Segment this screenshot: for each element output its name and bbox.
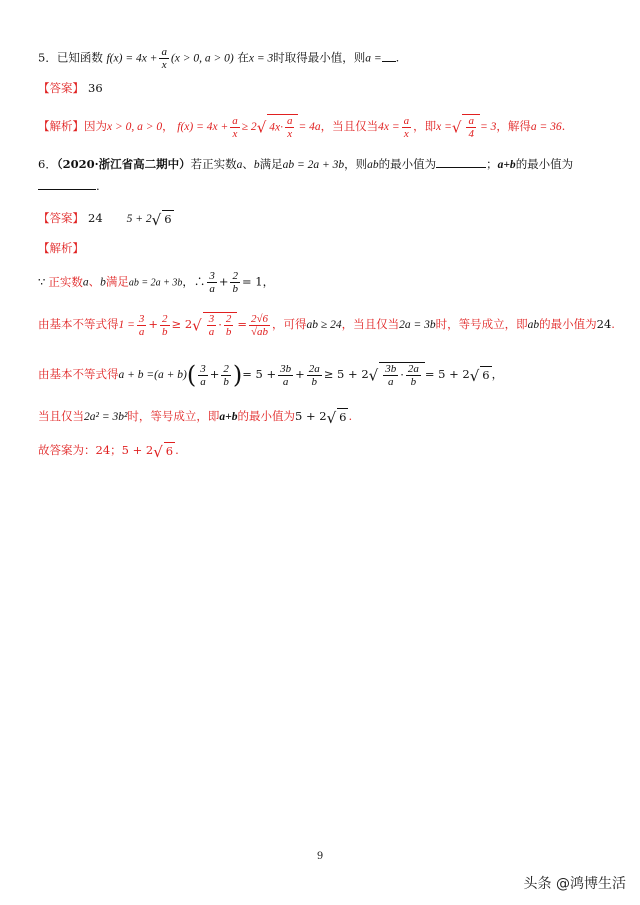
question-6: 6．（2020·浙江省高二期中）若正实数a、b满足ab = 2a + 3b，则ab的最小值为 ；a+b的最小值为: [38, 157, 574, 171]
answer-blank: [38, 189, 96, 190]
page-number: 9: [316, 851, 324, 862]
question-6-continued: .: [38, 178, 610, 194]
answer-blank: [436, 167, 486, 168]
analysis-label: 【解析】: [38, 241, 84, 255]
analysis-5: 【解析】因为x > 0, a > 0， f(x) = 4x + $\frac{a}{x}$ ≥ 2√ 4x· $\frac{a}{x}$ = 4a，当且仅当4x = $\frac{a}{x}$ ，即x =√ $\frac{a}{4}$ = 3，解得a = 36.: [38, 114, 566, 140]
analysis-label: 【解析】: [38, 119, 84, 133]
question-source: （2020·浙江省高二期中）: [56, 157, 191, 171]
analysis-6-line-5: 故答案为：24；5 + 2√ 6 .: [38, 443, 179, 461]
analysis-6-line-3: 由基本不等式得a + b =(a + b)( $\frac{3}{a}$ + $\frac{2}{b}$ )= 5 + $\frac{3b}{a}$ + $\frac{2a}{b}$ ≥ 5 + 2√ $\frac{3b}{a}$ · $\frac{2a}{b}$ = 5 + 2√ 6 ，: [38, 361, 504, 389]
question-5: 5．已知函数 f(x) = 4x + $\frac{a}{x}$ (x > 0, a > 0) 在x = 3时取得最小值，则a = .: [38, 46, 400, 71]
answer-blank: [382, 61, 396, 62]
answer-5: 【答案】 36: [38, 81, 103, 95]
answer-label: 【答案】: [38, 81, 84, 95]
analysis-6-line-4: 当且仅当2a² = 3b²时，等号成立，即a+b的最小值为5 + 2√ 6 .: [38, 409, 353, 427]
analysis-6-line-1: ∵ 正实数a、b满足ab = 2a + 3b，∴ $\frac{3}{a}$ + $\frac{2}{b}$ = 1，: [38, 270, 275, 295]
answer-6: 【答案】 24 5 + 2√ 6: [38, 211, 172, 229]
watermark: 头条 @鸿博生活: [523, 876, 626, 892]
analysis-6-line-2: 由基本不等式得1 = $\frac{3}{a}$ + $\frac{2}{b}$ ≥ 2√ $\frac{3}{a}$ · $\frac{2}{b}$ = $\frac{2√6}{√ab}$ ，可得ab ≥ 24，当且仅当2a = 3b时，等号成立，即ab的最小值为24.: [38, 312, 615, 338]
analysis-6-label: [38, 240, 610, 256]
answer-label: 【答案】: [38, 211, 84, 225]
